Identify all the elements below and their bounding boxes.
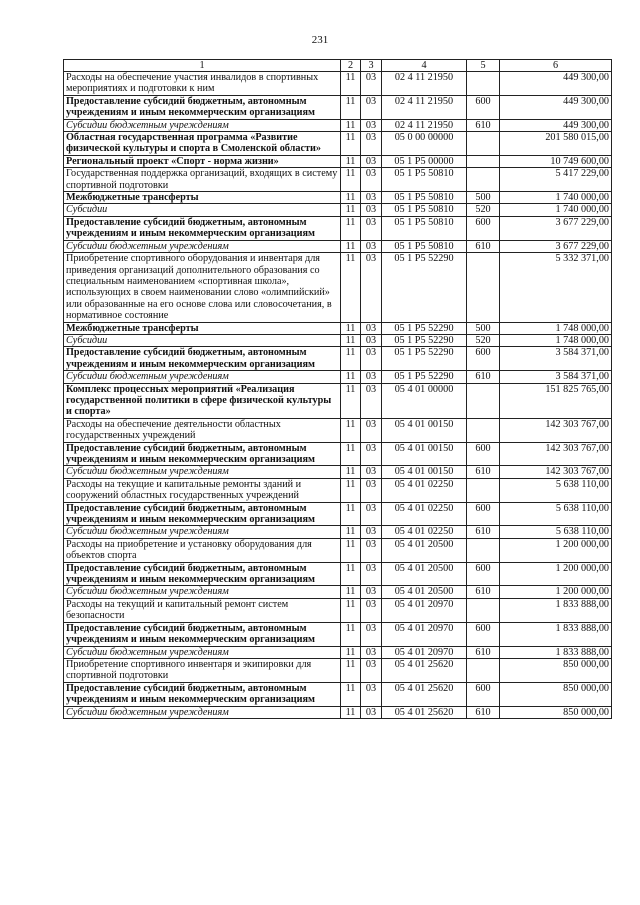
table-row <box>64 371 612 383</box>
target-article-cell: 05 4 01 20500 <box>382 538 467 562</box>
section-cell: 11 <box>341 72 361 96</box>
expense-type-cell: 500 <box>467 192 500 204</box>
target-article-cell: 05 4 01 00150 <box>382 442 467 466</box>
section-cell: 11 <box>341 706 361 718</box>
row-name-cell: Предоставление субсидий бюджетным, автономным учреждениям и иным некоммерческим организациям <box>64 622 341 646</box>
amount-cell: 3 677 229,00 <box>500 216 612 240</box>
target-article-cell: 05 4 01 00000 <box>382 383 467 418</box>
expense-type-cell: 610 <box>467 119 500 131</box>
section-cell: 11 <box>341 466 361 478</box>
subsection-cell: 03 <box>361 240 382 252</box>
target-article-cell: 05 1 P5 50810 <box>382 216 467 240</box>
subsection-cell: 03 <box>361 334 382 346</box>
target-article-cell: 05 4 01 25620 <box>382 658 467 682</box>
row-name-cell: Расходы на обеспечение деятельности областных государственных учреждений <box>64 418 341 442</box>
section-cell: 11 <box>341 418 361 442</box>
section-cell: 11 <box>341 253 361 322</box>
row-name-cell: Субсидии бюджетным учреждениям <box>64 646 341 658</box>
table-row <box>64 334 612 346</box>
expense-type-cell <box>467 598 500 622</box>
amount-cell: 1 833 888,00 <box>500 598 612 622</box>
section-cell: 11 <box>341 646 361 658</box>
table-row <box>64 658 612 682</box>
amount-cell: 3 584 371,00 <box>500 371 612 383</box>
subsection-cell: 03 <box>361 478 382 502</box>
target-article-cell: 05 4 01 02250 <box>382 526 467 538</box>
subsection-cell: 03 <box>361 418 382 442</box>
subsection-cell: 03 <box>361 347 382 371</box>
section-cell: 11 <box>341 322 361 334</box>
header-cell: 6 <box>500 60 612 72</box>
target-article-cell: 05 1 P5 52290 <box>382 253 467 322</box>
header-cell: 4 <box>382 60 467 72</box>
amount-cell: 142 303 767,00 <box>500 466 612 478</box>
row-name-cell: Расходы на приобретение и установку оборудования для объектов спорта <box>64 538 341 562</box>
subsection-cell: 03 <box>361 371 382 383</box>
subsection-cell: 03 <box>361 168 382 192</box>
subsection-cell: 03 <box>361 155 382 167</box>
section-cell: 11 <box>341 622 361 646</box>
expense-type-cell: 600 <box>467 216 500 240</box>
page-number: 231 <box>311 34 329 46</box>
row-name-cell: Субсидии бюджетным учреждениям <box>64 526 341 538</box>
table-row <box>64 347 612 371</box>
expense-type-cell: 610 <box>467 371 500 383</box>
subsection-cell: 03 <box>361 586 382 598</box>
row-name-cell: Предоставление субсидий бюджетным, автономным учреждениям и иным некоммерческим организациям <box>64 216 341 240</box>
subsection-cell: 03 <box>361 562 382 586</box>
section-cell: 11 <box>341 538 361 562</box>
target-article-cell: 05 4 01 00150 <box>382 418 467 442</box>
table-row <box>64 682 612 706</box>
subsection-cell: 03 <box>361 204 382 216</box>
subsection-cell: 03 <box>361 253 382 322</box>
table-row <box>64 622 612 646</box>
subsection-cell: 03 <box>361 682 382 706</box>
expense-type-cell <box>467 155 500 167</box>
expense-type-cell: 600 <box>467 442 500 466</box>
section-cell: 11 <box>341 478 361 502</box>
subsection-cell: 03 <box>361 526 382 538</box>
header-cell: 5 <box>467 60 500 72</box>
expense-type-cell: 500 <box>467 322 500 334</box>
row-name-cell: Расходы на текущие и капитальные ремонты зданий и сооружений областных государственных учреждений <box>64 478 341 502</box>
expense-type-cell: 600 <box>467 682 500 706</box>
amount-cell: 1 833 888,00 <box>500 622 612 646</box>
target-article-cell: 05 1 P5 52290 <box>382 322 467 334</box>
section-cell: 11 <box>341 347 361 371</box>
amount-cell: 449 300,00 <box>500 95 612 119</box>
expense-type-cell: 520 <box>467 334 500 346</box>
subsection-cell: 03 <box>361 383 382 418</box>
row-name-cell: Субсидии бюджетным учреждениям <box>64 240 341 252</box>
amount-cell: 151 825 765,00 <box>500 383 612 418</box>
section-cell: 11 <box>341 95 361 119</box>
table-row <box>64 155 612 167</box>
row-name-cell: Расходы на обеспечение участия инвалидов в спортивных мероприятиях и подготовки к ним <box>64 72 341 96</box>
table-row <box>64 526 612 538</box>
row-name-cell: Предоставление субсидий бюджетным, автономным учреждениям и иным некоммерческим организациям <box>64 682 341 706</box>
target-article-cell: 05 4 01 25620 <box>382 682 467 706</box>
expense-type-cell <box>467 658 500 682</box>
target-article-cell: 05 1 P5 52290 <box>382 371 467 383</box>
section-cell: 11 <box>341 682 361 706</box>
table-row <box>64 253 612 322</box>
amount-cell: 449 300,00 <box>500 72 612 96</box>
amount-cell: 1 200 000,00 <box>500 586 612 598</box>
table-row <box>64 322 612 334</box>
row-name-cell: Субсидии бюджетным учреждениям <box>64 586 341 598</box>
target-article-cell: 05 4 01 00150 <box>382 466 467 478</box>
section-cell: 11 <box>341 586 361 598</box>
subsection-cell: 03 <box>361 622 382 646</box>
target-article-cell: 05 4 01 20500 <box>382 586 467 598</box>
row-name-cell: Межбюджетные трансферты <box>64 322 341 334</box>
amount-cell: 1 200 000,00 <box>500 538 612 562</box>
section-cell: 11 <box>341 132 361 156</box>
table-row <box>64 72 612 96</box>
row-name-cell: Субсидии бюджетным учреждениям <box>64 706 341 718</box>
expense-type-cell <box>467 132 500 156</box>
section-cell: 11 <box>341 334 361 346</box>
header-cell: 2 <box>341 60 361 72</box>
table-row <box>64 204 612 216</box>
subsection-cell: 03 <box>361 72 382 96</box>
amount-cell: 3 584 371,00 <box>500 347 612 371</box>
expense-type-cell <box>467 383 500 418</box>
target-article-cell: 02 4 11 21950 <box>382 95 467 119</box>
row-name-cell: Расходы на текущий и капитальный ремонт систем безопасности <box>64 598 341 622</box>
subsection-cell: 03 <box>361 322 382 334</box>
expense-type-cell: 600 <box>467 95 500 119</box>
section-cell: 11 <box>341 526 361 538</box>
table-body <box>64 72 612 719</box>
row-name-cell: Предоставление субсидий бюджетным, автономным учреждениям и иным некоммерческим организациям <box>64 347 341 371</box>
section-cell: 11 <box>341 442 361 466</box>
amount-cell: 1 748 000,00 <box>500 322 612 334</box>
table-row <box>64 418 612 442</box>
table-row <box>64 168 612 192</box>
target-article-cell: 05 1 P5 50810 <box>382 192 467 204</box>
section-cell: 11 <box>341 204 361 216</box>
target-article-cell: 05 1 P5 00000 <box>382 155 467 167</box>
target-article-cell: 05 4 01 20500 <box>382 562 467 586</box>
table-row <box>64 502 612 526</box>
amount-cell: 142 303 767,00 <box>500 442 612 466</box>
section-cell: 11 <box>341 502 361 526</box>
amount-cell: 5 638 110,00 <box>500 526 612 538</box>
target-article-cell: 05 4 01 02250 <box>382 502 467 526</box>
table-row <box>64 646 612 658</box>
row-name-cell: Предоставление субсидий бюджетным, автономным учреждениям и иным некоммерческим организациям <box>64 502 341 526</box>
target-article-cell: 05 4 01 25620 <box>382 706 467 718</box>
table-row <box>64 383 612 418</box>
amount-cell: 201 580 015,00 <box>500 132 612 156</box>
amount-cell: 850 000,00 <box>500 682 612 706</box>
header-cell: 3 <box>361 60 382 72</box>
expense-type-cell <box>467 478 500 502</box>
subsection-cell: 03 <box>361 646 382 658</box>
row-name-cell: Субсидии <box>64 334 341 346</box>
table-row <box>64 132 612 156</box>
table-row <box>64 192 612 204</box>
section-cell: 11 <box>341 383 361 418</box>
table-row <box>64 119 612 131</box>
table-row <box>64 598 612 622</box>
amount-cell: 5 638 110,00 <box>500 502 612 526</box>
section-cell: 11 <box>341 658 361 682</box>
target-article-cell: 05 1 P5 52290 <box>382 334 467 346</box>
table-row <box>64 240 612 252</box>
expense-type-cell: 610 <box>467 706 500 718</box>
expense-type-cell <box>467 253 500 322</box>
table-row <box>64 216 612 240</box>
header-row <box>64 60 612 72</box>
expense-type-cell <box>467 538 500 562</box>
subsection-cell: 03 <box>361 192 382 204</box>
row-name-cell: Субсидии бюджетным учреждениям <box>64 466 341 478</box>
amount-cell: 3 677 229,00 <box>500 240 612 252</box>
row-name-cell: Предоставление субсидий бюджетным, автономным учреждениям и иным некоммерческим организациям <box>64 442 341 466</box>
row-name-cell: Государственная поддержка организаций, входящих в систему спортивной подготовки <box>64 168 341 192</box>
row-name-cell: Субсидии бюджетным учреждениям <box>64 119 341 131</box>
subsection-cell: 03 <box>361 598 382 622</box>
row-name-cell: Субсидии бюджетным учреждениям <box>64 371 341 383</box>
budget-table <box>63 59 612 719</box>
amount-cell: 5 417 229,00 <box>500 168 612 192</box>
amount-cell: 449 300,00 <box>500 119 612 131</box>
row-name-cell: Региональный проект «Спорт - норма жизни» <box>64 155 341 167</box>
table-row <box>64 538 612 562</box>
expense-type-cell <box>467 418 500 442</box>
expense-type-cell: 600 <box>467 347 500 371</box>
subsection-cell: 03 <box>361 132 382 156</box>
target-article-cell: 05 4 01 20970 <box>382 598 467 622</box>
target-article-cell: 05 4 01 02250 <box>382 478 467 502</box>
target-article-cell: 05 0 00 00000 <box>382 132 467 156</box>
row-name-cell: Приобретение спортивного оборудования и инвентаря для приведения организаций дополнительного образования со специальным наименованием «спортивная школа», использующих в своем наименовании слово «олимпийский» или образованные на его основе слова или словосочетания, в нормативное состояние <box>64 253 341 322</box>
expense-type-cell: 600 <box>467 502 500 526</box>
row-name-cell: Предоставление субсидий бюджетным, автономным учреждениям и иным некоммерческим организациям <box>64 562 341 586</box>
amount-cell: 1 748 000,00 <box>500 334 612 346</box>
table-row <box>64 562 612 586</box>
section-cell: 11 <box>341 598 361 622</box>
expense-type-cell: 600 <box>467 622 500 646</box>
target-article-cell: 05 1 P5 52290 <box>382 347 467 371</box>
table-row <box>64 466 612 478</box>
section-cell: 11 <box>341 562 361 586</box>
section-cell: 11 <box>341 192 361 204</box>
amount-cell: 5 638 110,00 <box>500 478 612 502</box>
target-article-cell: 05 4 01 20970 <box>382 622 467 646</box>
row-name-cell: Комплекс процессных мероприятий «Реализация государственной политики в сфере физической культуры и спорта» <box>64 383 341 418</box>
expense-type-cell <box>467 168 500 192</box>
expense-type-cell: 610 <box>467 526 500 538</box>
table-row <box>64 442 612 466</box>
subsection-cell: 03 <box>361 216 382 240</box>
amount-cell: 10 749 600,00 <box>500 155 612 167</box>
expense-type-cell: 520 <box>467 204 500 216</box>
row-name-cell: Областная государственная программа «Развитие физической культуры и спорта в Смоленской области» <box>64 132 341 156</box>
amount-cell: 850 000,00 <box>500 706 612 718</box>
expense-type-cell: 610 <box>467 240 500 252</box>
subsection-cell: 03 <box>361 442 382 466</box>
section-cell: 11 <box>341 240 361 252</box>
expense-type-cell <box>467 72 500 96</box>
target-article-cell: 05 1 P5 50810 <box>382 240 467 252</box>
target-article-cell: 02 4 11 21950 <box>382 72 467 96</box>
subsection-cell: 03 <box>361 119 382 131</box>
table-row <box>64 478 612 502</box>
header-cell: 1 <box>64 60 341 72</box>
section-cell: 11 <box>341 216 361 240</box>
table-row <box>64 706 612 718</box>
amount-cell: 1 740 000,00 <box>500 204 612 216</box>
target-article-cell: 02 4 11 21950 <box>382 119 467 131</box>
expense-type-cell: 600 <box>467 562 500 586</box>
row-name-cell: Субсидии <box>64 204 341 216</box>
amount-cell: 850 000,00 <box>500 658 612 682</box>
expense-type-cell: 610 <box>467 586 500 598</box>
section-cell: 11 <box>341 155 361 167</box>
subsection-cell: 03 <box>361 502 382 526</box>
target-article-cell: 05 1 P5 50810 <box>382 168 467 192</box>
section-cell: 11 <box>341 371 361 383</box>
table-row <box>64 586 612 598</box>
subsection-cell: 03 <box>361 466 382 478</box>
subsection-cell: 03 <box>361 706 382 718</box>
amount-cell: 1 200 000,00 <box>500 562 612 586</box>
row-name-cell: Предоставление субсидий бюджетным, автономным учреждениям и иным некоммерческим организациям <box>64 95 341 119</box>
amount-cell: 1 740 000,00 <box>500 192 612 204</box>
expense-type-cell: 610 <box>467 466 500 478</box>
table-row <box>64 95 612 119</box>
expense-type-cell: 610 <box>467 646 500 658</box>
amount-cell: 1 833 888,00 <box>500 646 612 658</box>
row-name-cell: Межбюджетные трансферты <box>64 192 341 204</box>
subsection-cell: 03 <box>361 95 382 119</box>
amount-cell: 142 303 767,00 <box>500 418 612 442</box>
row-name-cell: Приобретение спортивного инвентаря и экипировки для спортивной подготовки <box>64 658 341 682</box>
section-cell: 11 <box>341 168 361 192</box>
section-cell: 11 <box>341 119 361 131</box>
target-article-cell: 05 4 01 20970 <box>382 646 467 658</box>
amount-cell: 5 332 371,00 <box>500 253 612 322</box>
subsection-cell: 03 <box>361 658 382 682</box>
target-article-cell: 05 1 P5 50810 <box>382 204 467 216</box>
subsection-cell: 03 <box>361 538 382 562</box>
